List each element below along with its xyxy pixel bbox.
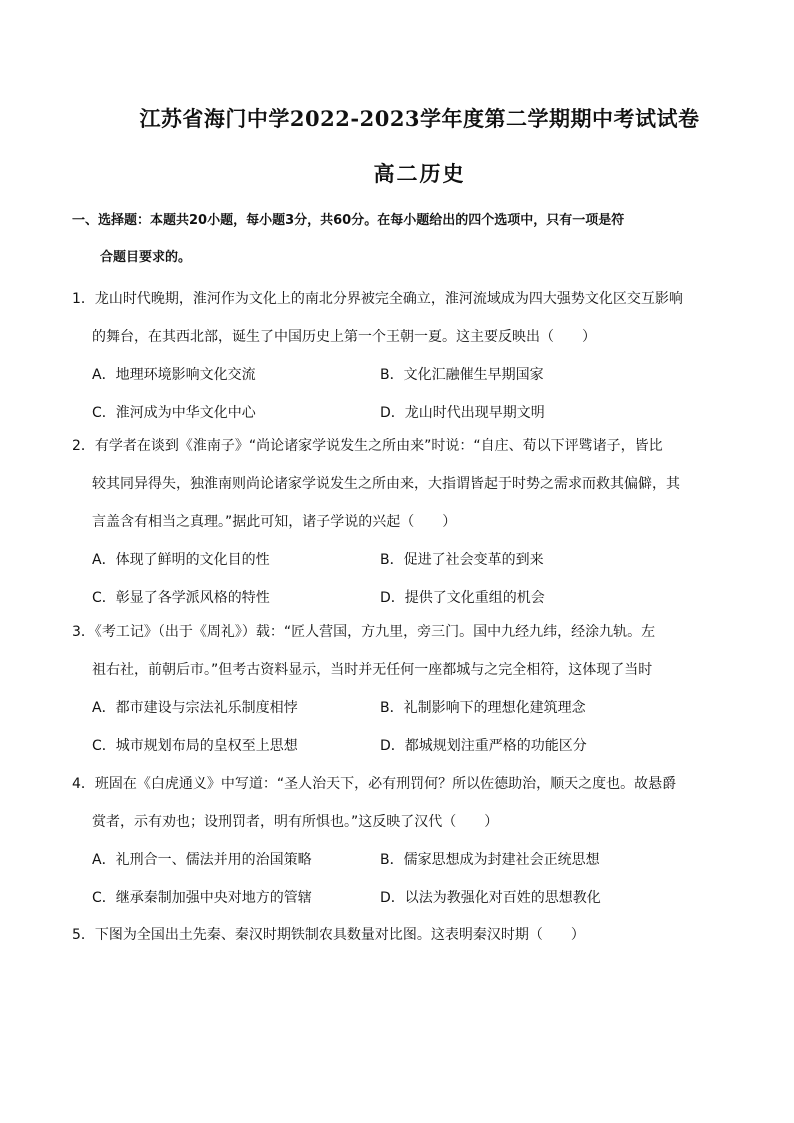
question-stem <box>72 427 692 541</box>
option-b: B．儒家思想成为封建社会正统思想 <box>380 852 600 868</box>
stem-line: 祖右社，前朝后市。”但考古资料显示，当时并无任何一座都城与之完全相符，这体现了当时 <box>92 662 653 678</box>
option-a: A．体现了鲜明的文化目的性 <box>92 552 270 568</box>
option-list <box>72 689 692 765</box>
stem-line: 赏者，示有劝也；设刑罚者，明有所惧也。”这反映了汉代（ ） <box>92 814 499 830</box>
stem-line: 2．有学者在谈到《淮南子》“尚论诸家学说发生之所由来”时说：“自庄、荀以下评骘诸子，皆比 <box>72 438 663 454</box>
question-2 <box>72 427 692 617</box>
stem-line: 3．《考工记》（出于《周礼》）载：“匠人营国，方九里，旁三门。国中九经九纬，经涂九轨。左 <box>72 624 656 640</box>
stem-line: 较其同异得失，独淮南则尚论诸家学说发生之所由来，大指谓皆起于时势之需求而救其偏僻，其 <box>92 476 680 492</box>
question-stem <box>72 765 692 841</box>
option-b: B．文化汇融催生早期国家 <box>380 367 544 383</box>
stem-line: 的舞台，在其西北部，诞生了中国历史上第一个王朝一夏。这主要反映出（ ） <box>92 329 596 345</box>
question-1 <box>72 280 692 432</box>
section-instructions <box>72 202 732 276</box>
exam-title: 江苏省海门中学2022-2023学年度第二学期期中考试试卷 <box>139 106 700 131</box>
section-line-2: 合题目要求的。 <box>100 250 192 265</box>
option-b: B．礼制影响下的理想化建筑理念 <box>380 700 586 716</box>
exam-subject: 高二历史 <box>373 161 466 186</box>
option-list <box>72 841 692 917</box>
option-d: D．龙山时代出现早期文明 <box>380 405 545 421</box>
question-5 <box>72 916 692 954</box>
section-line-1: 一、选择题：本题共20小题，每小题3分，共60分。在每小题给出的四个选项中，只有一项是符 <box>72 213 625 228</box>
question-3 <box>72 613 692 765</box>
question-stem <box>72 613 692 689</box>
stem-line: 4．班固在《白虎通义》中写道：“圣人治天下，必有刑罚何？所以佐德助治，顺天之度也。故悬爵 <box>72 776 677 792</box>
option-list <box>72 356 692 432</box>
option-d: D．提供了文化重组的机会 <box>380 590 545 606</box>
stem-line: 1．龙山时代晚期，淮河作为文化上的南北分界被完全确立，淮河流域成为四大强势文化区交互影响 <box>72 291 683 307</box>
stem-line: 5．下图为全国出土先秦、秦汉时期铁制农具数量对比图。这表明秦汉时期（ ） <box>72 927 585 943</box>
option-a: A．地理环境影响文化交流 <box>92 367 256 383</box>
option-a: A．都市建设与宗法礼乐制度相悖 <box>92 700 298 716</box>
question-4 <box>72 765 692 917</box>
option-c: C．城市规划布局的皇权至上思想 <box>92 738 298 754</box>
option-c: C．淮河成为中华文化中心 <box>92 405 256 421</box>
option-a: A．礼刑合一、儒法并用的治国策略 <box>92 852 312 868</box>
stem-line: 言盖含有相当之真理。”据此可知，诸子学说的兴起（ ） <box>92 514 457 530</box>
option-b: B．促进了社会变革的到来 <box>380 552 544 568</box>
question-stem <box>72 916 692 954</box>
option-c: C．继承秦制加强中央对地方的管辖 <box>92 890 312 906</box>
question-stem <box>72 280 692 356</box>
option-d: D．都城规划注重严格的功能区分 <box>380 738 587 754</box>
option-d: D．以法为教强化对百姓的思想教化 <box>380 890 601 906</box>
option-list <box>72 541 692 617</box>
option-c: C．彰显了各学派风格的特性 <box>92 590 270 606</box>
